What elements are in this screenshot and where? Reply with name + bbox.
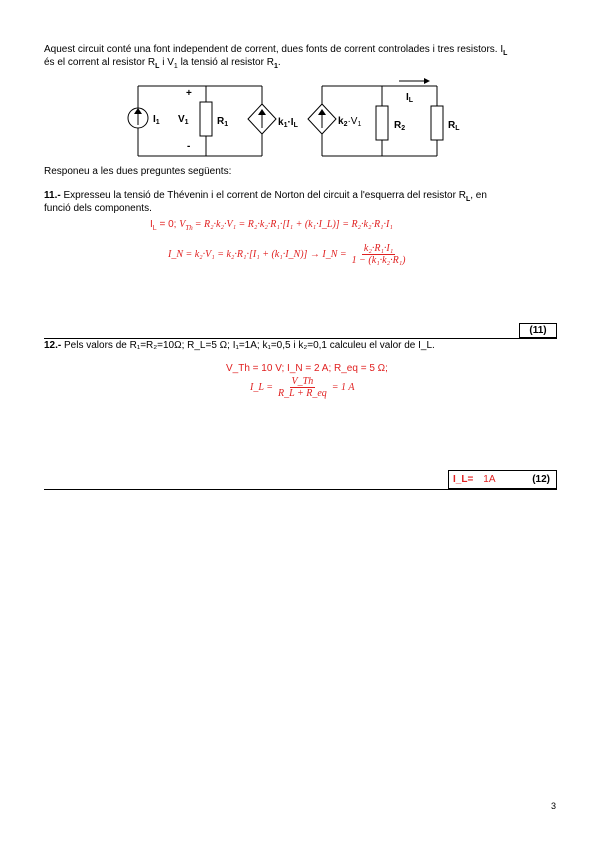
current-source-i1-icon — [128, 108, 148, 128]
resistor-rl-icon — [431, 106, 443, 140]
q12-rule — [44, 489, 557, 490]
q12-answer-box — [448, 470, 557, 489]
dependent-source-k2-icon — [308, 104, 336, 134]
label-r1: $R_1$ — [217, 116, 229, 128]
intro-line-1: Aquest circuit conté una font independent de corrent, dues fonts de corrent controlades i tres resistors. $I_L$ — [44, 44, 508, 57]
q12-badge: (12) — [532, 474, 550, 485]
label-dep1: $k_1\cdot I_L$ — [278, 117, 298, 129]
q12-answer-label: I_L= — [453, 474, 474, 485]
plus-sign: + — [186, 88, 192, 99]
resistor-r2-icon — [376, 106, 388, 140]
q12-given-values: V_Th = 10 V; I_N = 2 A; R_eq = 5 Ω; — [226, 363, 388, 374]
q11-equation-1: $I_L = 0$; $V_{Th} = R_2\cdot k_2\cdot V_1 = R_2\cdot k_2\cdot R_1\cdot[I_1$ + (k₁·I_L)] = R₂·k₂·R₁·I₁ — [150, 219, 393, 232]
q12-text: 12.- Pels valors de R₁=R₂=10Ω; R_L=5 Ω; I₁=1A; k₁=0,5 i k₂=0,1 calculeu el valor de I_L. — [44, 340, 435, 351]
q11-text-line-1: 11.- Expresseu la tensió de Thévenin i el corrent de Norton del circuit a l'esquerra del resistor $R_L$, en — [44, 190, 487, 203]
q12-equation: I_L = $\frac{V\_Th}{R\_L + R\_eq}$ = 1 A — [250, 376, 355, 399]
resistor-r1-icon — [200, 102, 212, 136]
q11-norton-fraction: $\frac{\text{k₂·R₁·I₁}}{\text{1 − (k₁·k₂·R₁)}}$ — [351, 243, 406, 266]
label-r2: $R_2$ — [394, 120, 406, 132]
label-i1: $I_1$ — [153, 114, 160, 126]
label-v1: $V_1$ — [178, 114, 189, 126]
prompt-text: Responeu a les dues preguntes següents: — [44, 166, 232, 177]
q12-answer-value: 1A — [483, 474, 496, 485]
page-number: 3 — [551, 801, 557, 811]
il-arrow-icon — [399, 78, 430, 84]
q12-fraction: $\frac{V\_Th}{R\_L + R\_eq}$ — [277, 376, 327, 399]
label-dep2: $k_2\cdot V_1$ — [338, 116, 362, 128]
q11-equation-2: I_N = k₂·V₁ = k₂·R₁·[I₁ + (k₁·I_N)] → I_N = $\frac{\text{k₂·R₁·I₁}}{\text{1 − (k₁·k₂·R₁)}}$ — [168, 243, 406, 266]
label-rl: $R_L$ — [448, 120, 460, 132]
label-il: $I_L$ — [406, 92, 414, 104]
circuit-diagram — [120, 78, 460, 164]
intro-line-2: és el corrent al resistor $R_L$ i $V_1$ la tensió al resistor $R_1$. — [44, 57, 281, 70]
q11-text-line-2: funció dels components. — [44, 203, 152, 214]
q11-badge: (11) — [519, 323, 557, 338]
dependent-source-k1-icon — [248, 104, 276, 134]
minus-sign: - — [187, 141, 191, 152]
